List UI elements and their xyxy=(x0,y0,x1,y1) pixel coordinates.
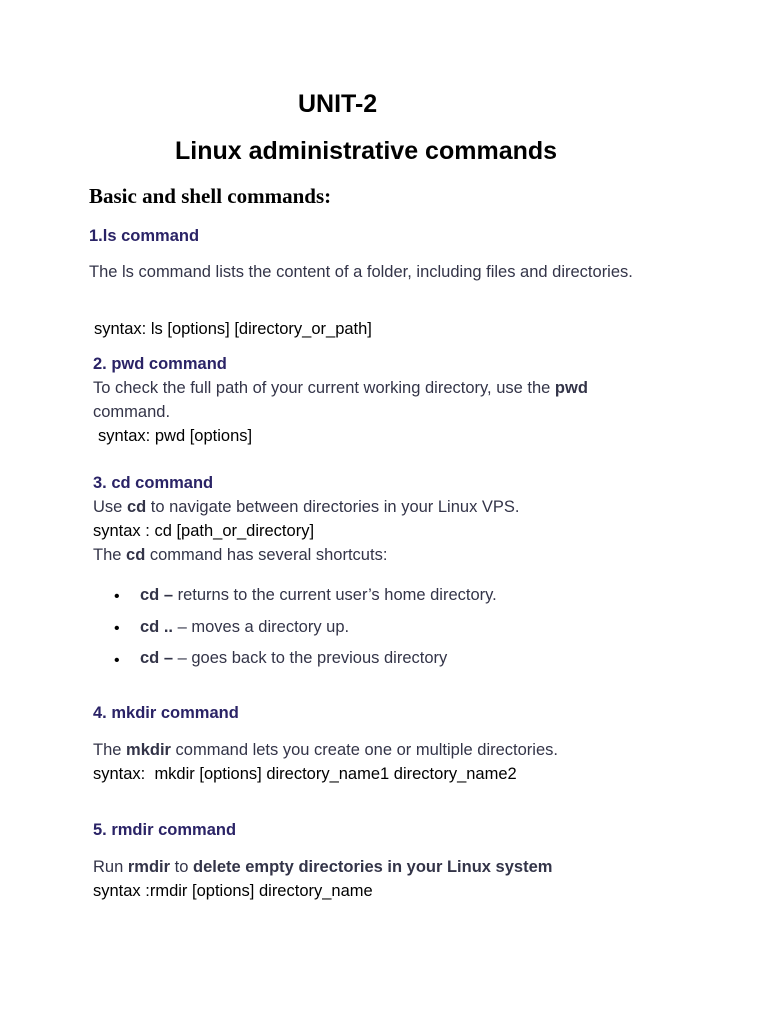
bullet-text: returns to the current user’s home directory. xyxy=(173,586,497,604)
mkdir-description xyxy=(93,739,558,761)
cd-description xyxy=(93,496,520,518)
mkdir-syntax: syntax: mkdir [options] directory_name1 directory_name2 xyxy=(93,765,517,783)
ls-syntax: syntax: ls [options] [directory_or_path] xyxy=(94,320,372,338)
pwd-description-line2: command. xyxy=(93,403,171,421)
unit-heading: UNIT-2 xyxy=(298,90,378,118)
mkdir-desc-suffix: command lets you create one or multiple directories. xyxy=(170,741,558,759)
pwd-syntax: syntax: pwd [options] xyxy=(98,427,253,445)
bullet-bold: cd – xyxy=(140,649,174,667)
bullet-text: – moves a directory up. xyxy=(173,618,350,636)
cd-line3-suffix: command has several shortcuts: xyxy=(145,546,388,564)
rmdir-desc-bold2: delete empty directories in your Linux system xyxy=(192,858,553,876)
list-item xyxy=(140,584,497,606)
cd-line1-suffix: to navigate between directories in your Linux VPS. xyxy=(146,498,520,516)
cd-line1-bold: cd xyxy=(126,498,147,516)
rmdir-desc-prefix: Run xyxy=(93,858,128,876)
ls-description: The ls command lists the content of a folder, including files and directories. xyxy=(89,263,633,281)
rmdir-syntax: syntax :rmdir [options] directory_name xyxy=(93,882,373,900)
rmdir-desc-mid: to xyxy=(170,858,193,876)
page-title: Linux administrative commands xyxy=(175,137,558,165)
pwd-heading: 2. pwd command xyxy=(93,355,227,373)
cd-line3-prefix: The xyxy=(93,546,127,564)
ls-heading: 1.ls command xyxy=(89,227,200,245)
section-heading: Basic and shell commands: xyxy=(89,184,332,208)
cd-shortcuts-intro xyxy=(93,544,387,566)
cd-heading: 3. cd command xyxy=(93,474,214,492)
pwd-desc-bold: pwd xyxy=(554,379,588,397)
list-item xyxy=(140,616,349,638)
mkdir-desc-prefix: The xyxy=(93,741,127,759)
cd-line1-prefix: Use xyxy=(93,498,127,516)
rmdir-description xyxy=(93,856,552,878)
mkdir-heading: 4. mkdir command xyxy=(93,704,239,722)
cd-line3-bold: cd xyxy=(126,546,146,564)
bullet-icon: • xyxy=(114,588,120,605)
mkdir-desc-bold: mkdir xyxy=(126,741,171,759)
rmdir-desc-bold1: rmdir xyxy=(127,858,171,876)
bullet-bold: cd .. xyxy=(140,618,174,636)
bullet-icon: • xyxy=(114,652,120,669)
bullet-icon: • xyxy=(114,620,120,637)
bullet-text: – goes back to the previous directory xyxy=(173,649,448,667)
bullet-bold: cd – xyxy=(140,586,174,604)
pwd-desc-prefix: To check the full path of your current working directory, use the xyxy=(93,379,555,397)
pwd-description-line1 xyxy=(93,377,588,399)
cd-syntax: syntax : cd [path_or_directory] xyxy=(93,522,315,540)
list-item xyxy=(140,647,447,669)
rmdir-heading: 5. rmdir command xyxy=(93,821,237,839)
